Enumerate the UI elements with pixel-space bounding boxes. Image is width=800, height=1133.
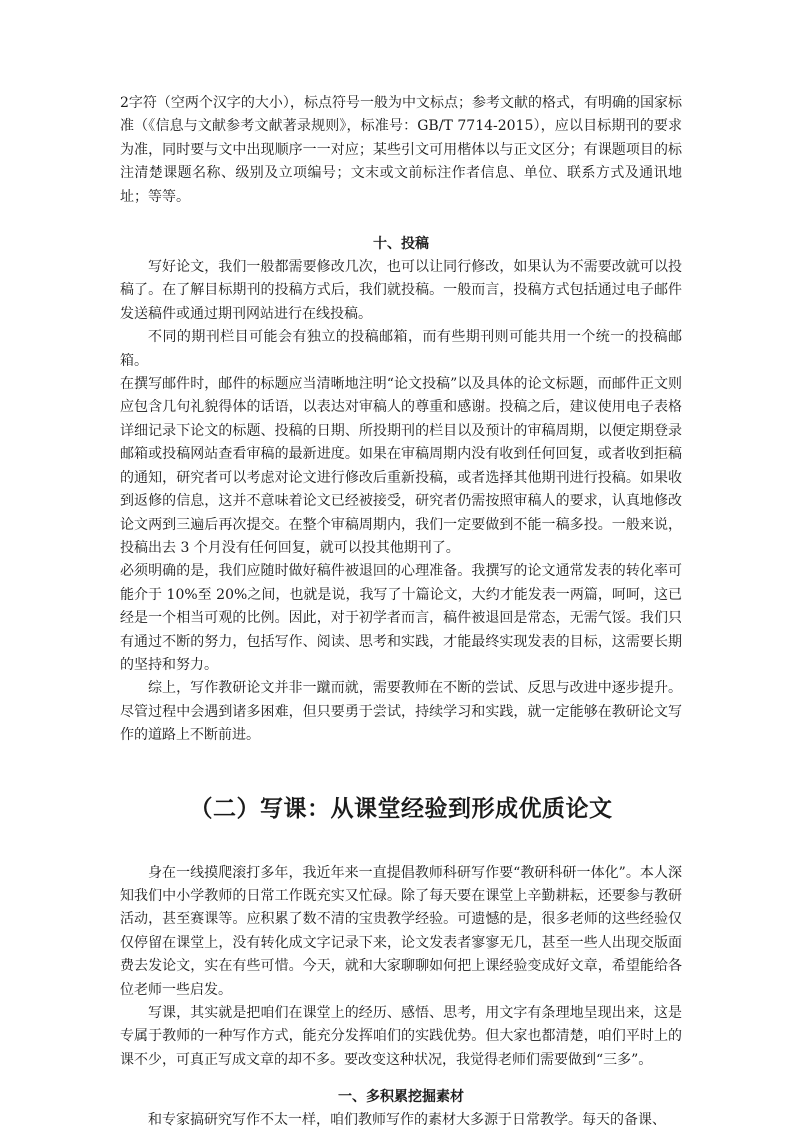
paragraph-formatting: 2字符（空两个汉字的大小），标点符号一般为中文标点；参考文献的格式，有明确的国家标准（《信息与文献参考文献著录规则》，标准号：GB/T 7714-2015），应以目标期刊的要求为准，同时要与文中出现顺序一一对应；某些引文可用楷体以与正文区分；有课题项目的标注清楚课题名称、级别及立项编号；文末或文前标注作者信息、单位、联系方式及通讯地址；等等。 (120, 95, 682, 205)
section-ten-title: 十、投稿 (373, 236, 429, 253)
section-two-title: （二）写课：从课堂经验到形成优质论文 (189, 795, 613, 822)
subsection-one-title: 一、多积累挖掘素材 (338, 1089, 464, 1106)
subsection-one-paragraph-1: 和专家搞研究写作不太一样，咱们教师写作的素材大多源于日常教学。每天的备课、 (148, 1112, 666, 1129)
document-page (120, 92, 682, 1133)
section-ten-paragraph-5: 综上，写作教研论文并非一蹴而就，需要教师在不断的尝试、反思与改进中逐步提升。尽管过程中会遇到诸多困难，但只要勇于尝试，持续学习和实践，就一定能够在教研论文写作的道路上不断前进。 (120, 680, 682, 744)
section-two-paragraph-1: 身在一线摸爬滚打多年，我近年来一直提倡教师科研写作要“教研科研一体化”。本人深知我们中小学教师的日常工作既充实又忙碌。除了每天要在课堂上辛勤耕耘，还要参与教研活动，甚至赛课等。应积累了数不清的宝贵教学经验。可遗憾的是，很多老师的这些经验仅仅停留在课堂上，没有转化成文字记录下来，论文发表者寥寥无几，甚至一些人出现交版面费去发论文，实在有些可惜。今天，就和大家聊聊如何把上课经验变成好文章，希望能给各位老师一些启发。 (120, 864, 682, 998)
section-ten-paragraph-1: 写好论文，我们一般都需要修改几次，也可以让同行修改，如果认为不需要改就可以投稿了。在了解目标期刊的投稿方式后，我们就投稿。一般而言，投稿方式包括通过电子邮件发送稿件或通过期刊网站进行在线投稿。 (120, 259, 682, 322)
section-two-paragraph-2: 写课，其实就是把咱们在课堂上的经历、感悟、思考，用文字有条理地呈现出来，这是专属于教师的一种写作方式，能充分发挥咱们的实践优势。但大家也都清楚，咱们平时上的课不少，可真正写成文章的却不多。要改变这种状况，我觉得老师们需要做到“三多”。 (120, 1005, 682, 1068)
section-ten-paragraph-2: 不同的期刊栏目可能会有独立的投稿邮箱，而有些期刊则可能共用一个统一的投稿邮箱。 (120, 329, 682, 369)
section-ten-paragraph-3: 在撰写邮件时，邮件的标题应当清晰地注明“论文投稿”以及具体的论文标题，而邮件正文则应包含几句礼貌得体的话语，以表达对审稿人的尊重和感谢。投稿之后，建议使用电子表格详细记录下论文的标题、投稿的日期、所投期刊的栏目以及预计的审稿周期，以便定期登录邮箱或投稿网站查看审稿的最新进度。如果在审稿周期内没有收到任何回复，或者收到拒稿的通知，研究者可以考虑对论文进行修改后重新投稿，或者选择其他期刊进行投稿。如果收到返修的信息，这并不意味着论文已经被接受，研究者仍需按照审稿人的要求，认真地修改论文两到三遍后再次提交。在整个审稿周期内，我们一定要做到不能一稿多投。一般来说，投稿出去 3 个月没有任何回复，就可以投其他期刊了。 (120, 376, 682, 556)
section-ten-paragraph-4: 必须明确的是，我们应随时做好稿件被退回的心理准备。我撰写的论文通常发表的转化率可能介于 10%至 20%之间，也就是说，我写了十篇论文，大约才能发表一两篇，呵呵，这已经是一个相当可观的比例。因此，对于初学者而言，稿件被退回是常态，无需气馁。我们只有通过不断的努力，包括写作、阅读、思考和实践，才能最终实现发表的目标，这需要长期的坚持和努力。 (120, 563, 682, 673)
